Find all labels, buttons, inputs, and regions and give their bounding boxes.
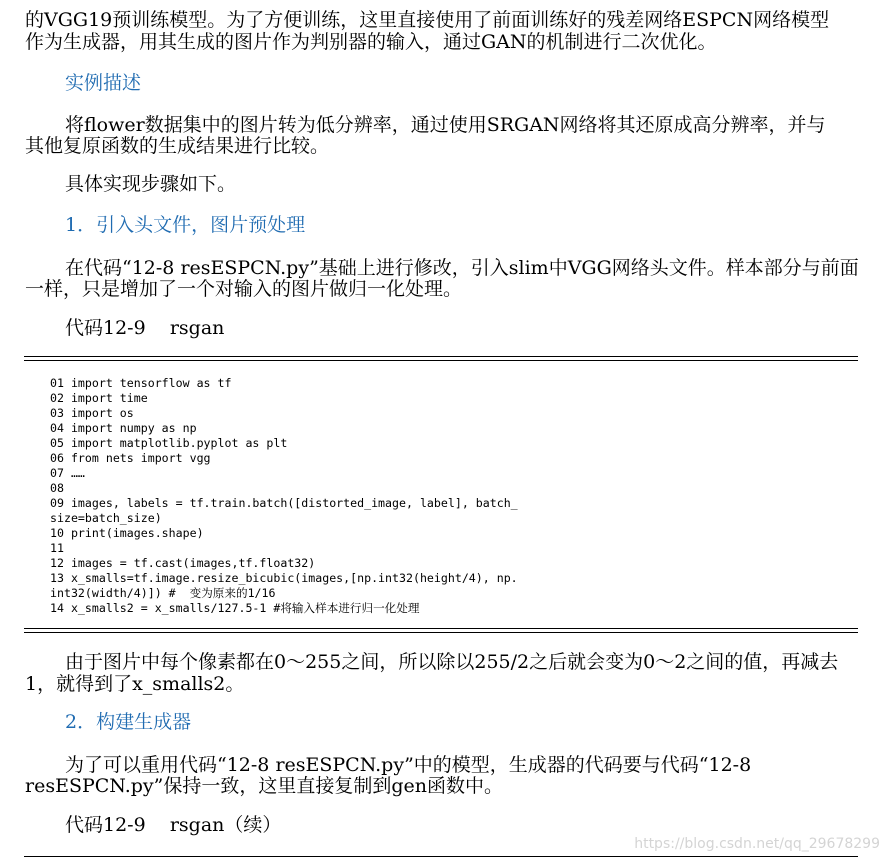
code-line: 09 images, labels = tf.train.batch([distorted_image, label], batch_ — [50, 496, 518, 510]
code-line: size=batch_size) — [50, 511, 162, 525]
code-line: 06 from nets import vgg — [50, 451, 211, 465]
code-line: 13 x_smalls=tf.image.resize_bicubic(images,[np.int32(height/4), np. — [50, 571, 518, 585]
code-line: 11 — [50, 541, 64, 555]
code-line: 07 …… — [50, 466, 85, 480]
intro-line-2: 作为生成器，用其生成的图片作为判别器的输入，通过GAN的机制进行二次优化。 — [25, 31, 717, 53]
watermark: https://blog.csdn.net/qq_29678299 — [634, 836, 880, 852]
code-block-bottom-rule — [24, 628, 858, 633]
code-caption-1: 代码12-9 rsgan — [65, 317, 225, 339]
steps-intro: 具体实现步骤如下。 — [65, 173, 237, 195]
step1-line-2: 一样，只是增加了一个对输入的图片做归一化处理。 — [25, 278, 463, 300]
code-line: 05 import matplotlib.pyplot as plt — [50, 436, 288, 450]
code-line: int32(width/4)]) # 变为原来的1/16 — [50, 586, 276, 600]
step1-line-1: 在代码“12-8 resESPCN.py”基础上进行修改，引入slim中VGG网络头文件。样本部分与前面 — [65, 257, 859, 279]
heading-example: 实例描述 — [65, 72, 142, 94]
norm-line-2: 1，就得到了x_smalls2。 — [25, 673, 245, 695]
intro-line-1: 的VGG19预训练模型。为了方便训练，这里直接使用了前面训练好的残差网络ESPCN网络模型 — [25, 9, 830, 31]
heading-step-2: 2．构建生成器 — [65, 711, 192, 733]
step2-line-2: resESPCN.py”保持一致，这里直接复制到gen函数中。 — [25, 775, 503, 797]
code-line: 02 import time — [50, 391, 148, 405]
code-line: 08 — [50, 481, 64, 495]
code-block — [50, 376, 518, 616]
code-caption-2: 代码12-9 rsgan（续） — [65, 814, 282, 836]
code-block-top-rule — [24, 356, 858, 361]
heading-step-1: 1．引入头文件，图片预处理 — [65, 214, 306, 236]
code-block-2-top-rule — [24, 856, 858, 859]
code-line: 03 import os — [50, 406, 134, 420]
step2-line-1: 为了可以重用代码“12-8 resESPCN.py”中的模型，生成器的代码要与代码“12-8 — [65, 754, 752, 776]
code-line: 10 print(images.shape) — [50, 526, 204, 540]
code-line: 14 x_smalls2 = x_smalls/127.5-1 #将输入样本进行归一化处理 — [50, 601, 420, 615]
code-line: 04 import numpy as np — [50, 421, 197, 435]
norm-line-1: 由于图片中每个像素都在0～255之间，所以除以255/2之后就会变为0～2之间的值，再减去 — [65, 651, 839, 673]
example-line-2: 其他复原函数的生成结果进行比较。 — [25, 135, 330, 157]
example-line-1: 将flower数据集中的图片转为低分辨率，通过使用SRGAN网络将其还原成高分辨率，并与 — [65, 114, 826, 136]
code-line: 01 import tensorflow as tf — [50, 376, 232, 390]
code-line: 12 images = tf.cast(images,tf.float32) — [50, 556, 316, 570]
